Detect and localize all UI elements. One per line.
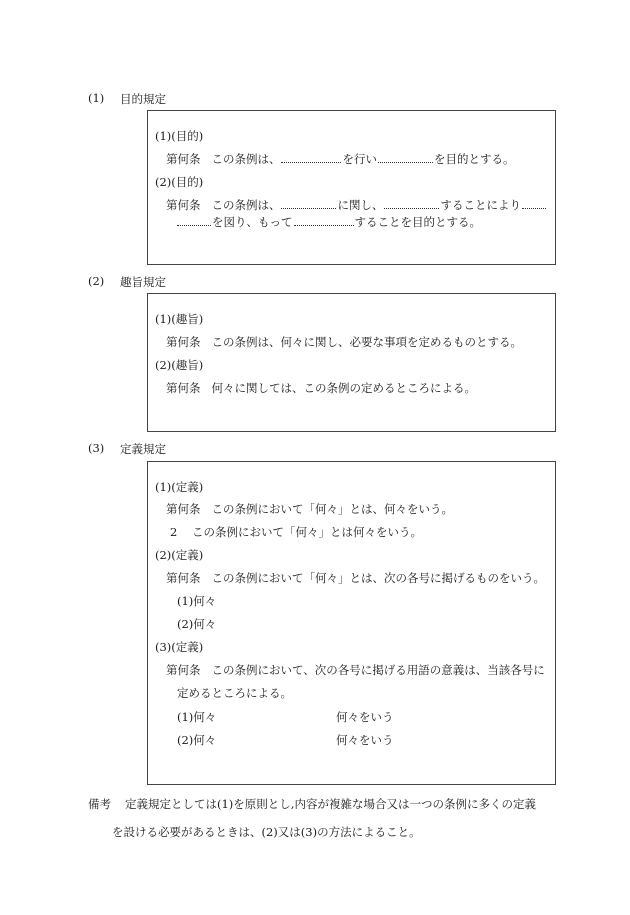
- paragraph-text: この条例において「何々」とは何々をいう。: [191, 525, 422, 539]
- section2-ex1-label: (1)(趣旨): [155, 312, 204, 326]
- blank-placeholder: [384, 198, 439, 209]
- article-text: この条例において、次の各号に掲げる用語の意義は、当該各号に: [211, 663, 545, 677]
- article-text: この条例において「何々」とは、次の各号に掲げるものをいう。: [211, 571, 545, 585]
- section1-heading: 目的規定: [120, 92, 166, 106]
- blank-placeholder: [522, 198, 546, 209]
- section3-ex3-item-term: (1)何々: [177, 710, 217, 724]
- blank-placeholder: [294, 215, 354, 226]
- article-number: 第何条: [166, 663, 201, 677]
- section3-ex3-label: (3)(定義): [155, 640, 204, 654]
- article-number: 第何条: [166, 335, 201, 349]
- section3-ex1-line: [166, 501, 453, 517]
- section2-heading-number: (2): [88, 274, 105, 288]
- article-text: この条例において「何々」とは、何々をいう。: [211, 502, 453, 516]
- section3-ex2-line: [166, 570, 545, 586]
- section3-heading-number: (3): [88, 441, 105, 455]
- article-number: 第何条: [166, 571, 201, 585]
- section2-example-box: [147, 293, 556, 432]
- section2-ex2-line: [166, 380, 476, 396]
- article-text: を図り、もって: [212, 215, 293, 229]
- remarks-line1: 定義規定としては(1)を原則とし,内容が複雑な場合又は一つの条例に多くの定義: [125, 797, 536, 811]
- section2-ex2-label: (2)(趣旨): [155, 358, 204, 372]
- article-text: 何々に関しては、この条例の定めるところによる。: [211, 381, 476, 395]
- article-text: に関し、: [337, 198, 384, 212]
- remarks-label: 備考: [88, 797, 111, 811]
- section2-ex1-line: [166, 334, 522, 350]
- article-text: この条例は、何々に関し、必要な事項を定めるものとする。: [211, 335, 522, 349]
- blank-placeholder: [281, 198, 336, 209]
- section3-ex1-label: (1)(定義): [155, 480, 204, 494]
- section3-ex3-line1: [166, 662, 545, 678]
- article-text: を行い: [342, 152, 377, 166]
- section1-ex1-label: (1)(目的): [155, 129, 204, 143]
- article-text: この条例は、: [211, 198, 281, 212]
- section3-ex2-label: (2)(定義): [155, 548, 204, 562]
- blank-placeholder: [177, 215, 211, 226]
- section1-heading-number: (1): [88, 91, 105, 105]
- blank-placeholder: [378, 152, 433, 163]
- section1-ex2-line1: [166, 197, 547, 213]
- article-text: この条例は、: [211, 152, 281, 166]
- section3-ex1-paragraph2: [170, 524, 422, 540]
- section3-heading: 定義規定: [120, 442, 166, 456]
- article-text: を目的とする。: [433, 152, 515, 166]
- section3-ex2-item: (1)何々: [177, 594, 217, 608]
- article-number: 第何条: [166, 381, 201, 395]
- section1-ex1-line: [166, 151, 514, 167]
- article-number: 第何条: [166, 502, 201, 516]
- article-text: することにより: [440, 198, 521, 212]
- article-number: 第何条: [166, 198, 201, 212]
- article-number: 第何条: [166, 152, 201, 166]
- section1-ex2-line2: [176, 214, 481, 230]
- section1-example-box: [147, 110, 556, 265]
- section3-ex2-item: (2)何々: [177, 617, 217, 631]
- section3-ex3-item-meaning: 何々をいう: [336, 733, 394, 747]
- section2-heading: 趣旨規定: [120, 275, 166, 289]
- paragraph-number: 2: [170, 525, 178, 539]
- blank-placeholder: [281, 152, 341, 163]
- section3-ex3-item-meaning: 何々をいう: [336, 710, 394, 724]
- remarks-line2: を設ける必要があるときは、(2)又は(3)の方法によること。: [112, 825, 421, 839]
- section3-ex3-item-term: (2)何々: [177, 733, 217, 747]
- section1-ex2-label: (2)(目的): [155, 175, 204, 189]
- section3-ex3-line2: 定めるところによる。: [177, 686, 292, 700]
- article-text: することを目的とする。: [354, 215, 481, 229]
